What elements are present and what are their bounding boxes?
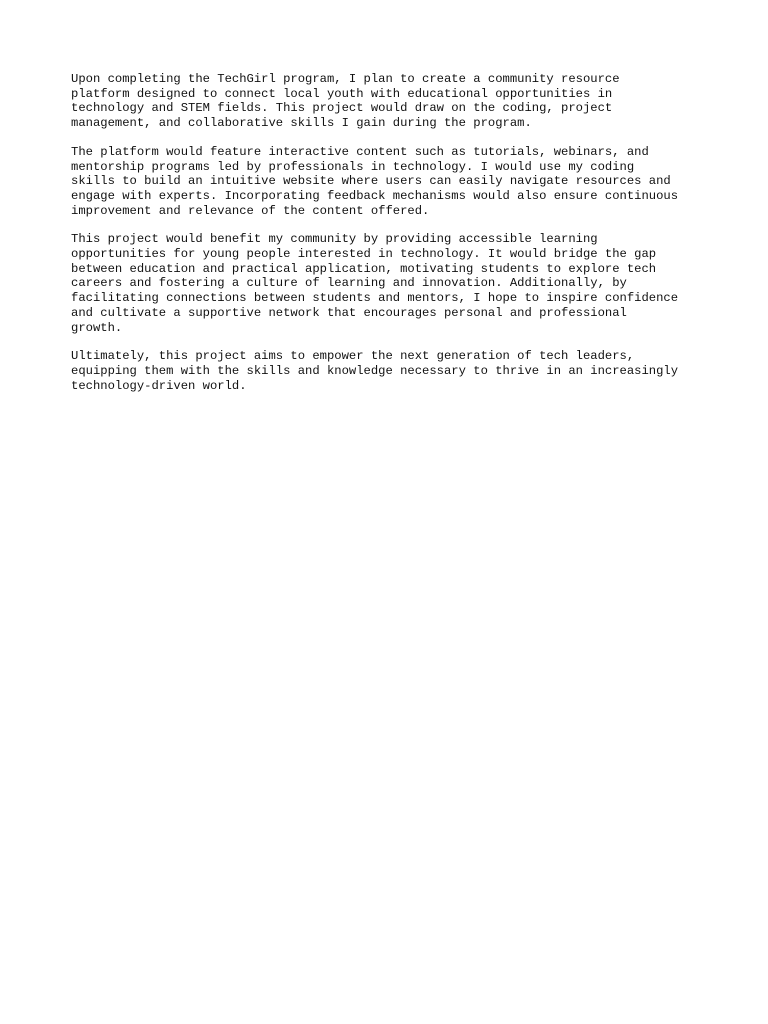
paragraph-4: Ultimately, this project aims to empower the next generation of tech leaders, equipping them with the skills and knowledge necessary to thrive in an increasingly technology-driven world. [71, 349, 679, 393]
paragraph-1: Upon completing the TechGirl program, I plan to create a community resource platform designed to connect local youth with educational opportunities in technology and STEM fields. This project would draw on the coding, project management, and collaborative skills I gain during the program. [71, 72, 620, 131]
paragraph-3: This project would benefit my community by providing accessible learning opportunities for young people interested in technology. It would bridge the gap between education and practical application, motivating students to explore tech careers and fostering a culture of learning and innovation. Additionally, by facilitating connections between students and mentors, I hope to inspire confidence and cultivate a supportive network that encourages personal and professional growth. [71, 232, 679, 335]
document-body [71, 72, 711, 407]
paragraph-2: The platform would feature interactive content such as tutorials, webinars, and mentorship programs led by professionals in technology. I would use my coding skills to build an intuitive website where users can easily navigate resources and engage with experts. Incorporating feedback mechanisms would also ensure continuous improvement and relevance of the content offered. [71, 144, 679, 218]
